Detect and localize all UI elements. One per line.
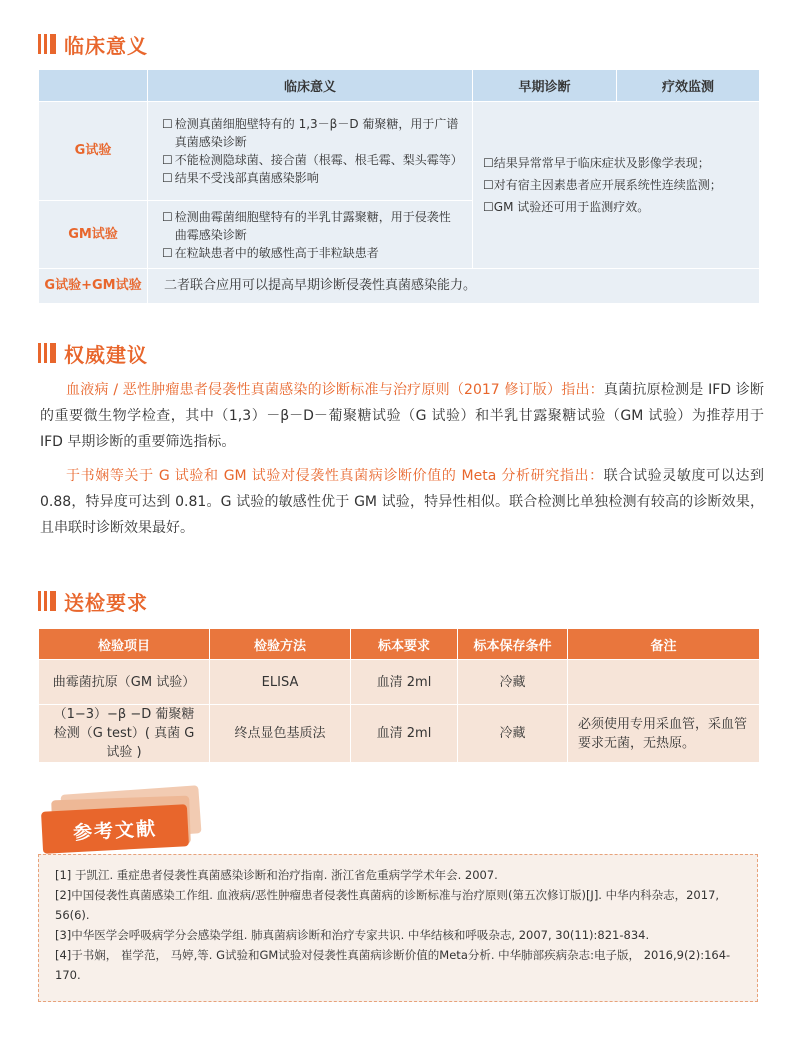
section-title-authority	[38, 339, 148, 367]
diagnosis-monitoring-cell	[473, 102, 760, 269]
checkbox-icon: ☐	[162, 209, 173, 224]
row-label-gm-test: GM试验	[39, 201, 148, 269]
header-empty	[39, 70, 148, 102]
list-item: ☐结果异常常早于临床症状及影像学表现；	[483, 156, 710, 170]
submission-requirements-table	[38, 628, 760, 763]
references-tab	[42, 790, 192, 860]
section-heading: 参考文献	[72, 817, 158, 844]
cell-method: 终点显色基质法	[210, 705, 351, 763]
cell-storage: 冷藏	[458, 705, 568, 763]
g-test-items	[148, 102, 473, 201]
paragraph-text: 联合试验灵敏度可以达到 0.88，特异度可达到 0.81。G 试验的敏感性优于 GM 试验，特异性相似。联合检测比单独检测有较高的诊断效果，且串联时诊断效果最好。	[40, 468, 764, 536]
table-row	[39, 705, 760, 763]
table-header-row	[39, 629, 760, 660]
section-heading: 临床意义	[64, 33, 148, 58]
combined-text: 二者联合应用可以提高早期诊断侵袭性真菌感染能力。	[148, 269, 760, 304]
header-storage: 标本保存条件	[458, 629, 568, 660]
title-bar-icon	[38, 343, 56, 363]
list-item: ☐GM 试验还可用于监测疗效。	[483, 200, 650, 214]
title-bar-icon	[38, 34, 56, 54]
header-test-item: 检验项目	[39, 629, 210, 660]
cell-note: 必须使用专用采血管，采血管要求无菌，无热原。	[568, 705, 760, 763]
authority-paragraph-1	[40, 377, 764, 455]
row-label-g-test: G试验	[39, 102, 148, 201]
header-specimen: 标本要求	[351, 629, 458, 660]
cell-item: （1−3）−β −D 葡聚糖检测（G test）( 真菌 G 试验 )	[39, 705, 210, 763]
list-item: ☐ 在粒缺患者中的敏感性高于非粒缺患者	[162, 245, 379, 260]
row-label-combined: G试验+GM试验	[39, 269, 148, 304]
cell-note	[568, 660, 760, 705]
cell-method: ELISA	[210, 660, 351, 705]
table-header-row	[39, 70, 760, 102]
list-item: ☐ 不能检测隐球菌、接合菌（根霉、根毛霉、梨头霉等）	[162, 153, 463, 167]
list-item: ☐ 检测真菌细胞壁特有的 1,3－β－D 葡聚糖，用于广谱真菌感染诊断	[162, 117, 459, 149]
citation-highlight: 血液病 / 恶性肿瘤患者侵袭性真菌感染的诊断标准与治疗原则（2017 修订版）指出：	[66, 382, 604, 398]
references-box	[38, 854, 758, 1002]
header-early-diagnosis: 早期诊断	[473, 70, 617, 102]
paragraph-text: 真菌抗原检测是 IFD 诊断的重要微生物学检查，其中（1,3）－β－D－葡聚糖试验（G 试验）和半乳甘露聚糖试验（GM 试验）为推荐用于 IFD 早期诊断的重要筛选指标。	[40, 382, 764, 450]
list-item: ☐ 结果不受浅部真菌感染影响	[162, 171, 319, 185]
list-item: ☐ 检测曲霉菌细胞壁特有的半乳甘露聚糖，用于侵袭性曲霉感染诊断	[162, 209, 451, 242]
checkbox-icon: ☐	[483, 178, 494, 192]
table-row-combined	[39, 269, 760, 304]
section-title-clinical	[38, 30, 148, 58]
checkbox-icon: ☐	[162, 171, 173, 185]
checkbox-icon: ☐	[483, 156, 494, 170]
header-note: 备注	[568, 629, 760, 660]
references-heading-tab	[41, 804, 189, 854]
table-row-g-test	[39, 102, 760, 201]
cell-item: 曲霉菌抗原（GM 试验）	[39, 660, 210, 705]
checkbox-icon: ☐	[483, 200, 494, 214]
citation-highlight: 于书娴等关于 G 试验和 GM 试验对侵袭性真菌病诊断价值的 Meta 分析研究指出：	[66, 468, 604, 484]
reference-item: [4]于书娴， 崔学范， 马婷,等. G试验和GM试验对侵袭性真菌病诊断价值的Meta分析. 中华肺部疾病杂志:电子版， 2016,9(2):164-170.	[55, 948, 731, 982]
title-bar-icon	[38, 591, 56, 611]
checkbox-icon: ☐	[162, 245, 173, 260]
section-heading: 权威建议	[64, 342, 148, 367]
header-efficacy-monitoring: 疗效监测	[617, 70, 760, 102]
clinical-significance-table	[38, 69, 760, 304]
checkbox-icon: ☐	[162, 153, 173, 167]
header-test-method: 检验方法	[210, 629, 351, 660]
authority-paragraph-2	[40, 463, 764, 541]
reference-item: [1] 于凯江. 重症患者侵袭性真菌感染诊断和治疗指南. 浙江省危重病学学术年会. 2007.	[55, 868, 498, 882]
reference-item: [2]中国侵袭性真菌感染工作组. 血液病/恶性肿瘤患者侵袭性真菌病的诊断标准与治疗原则(第五次修订版)[J]. 中华内科杂志，2017, 56(6).	[55, 888, 720, 922]
cell-specimen: 血清 2ml	[351, 660, 458, 705]
cell-specimen: 血清 2ml	[351, 705, 458, 763]
section-heading: 送检要求	[64, 590, 148, 615]
list-item: ☐对有宿主因素患者应开展系统性连续监测；	[483, 178, 722, 192]
reference-item: [3]中华医学会呼吸病学分会感染学组. 肺真菌病诊断和治疗专家共识. 中华结核和呼吸杂志, 2007, 30(11):821-834.	[55, 928, 650, 942]
gm-test-items	[148, 201, 473, 269]
table-row	[39, 660, 760, 705]
checkbox-icon: ☐	[162, 117, 173, 131]
header-clinical: 临床意义	[148, 70, 473, 102]
section-title-submission	[38, 587, 148, 615]
cell-storage: 冷藏	[458, 660, 568, 705]
